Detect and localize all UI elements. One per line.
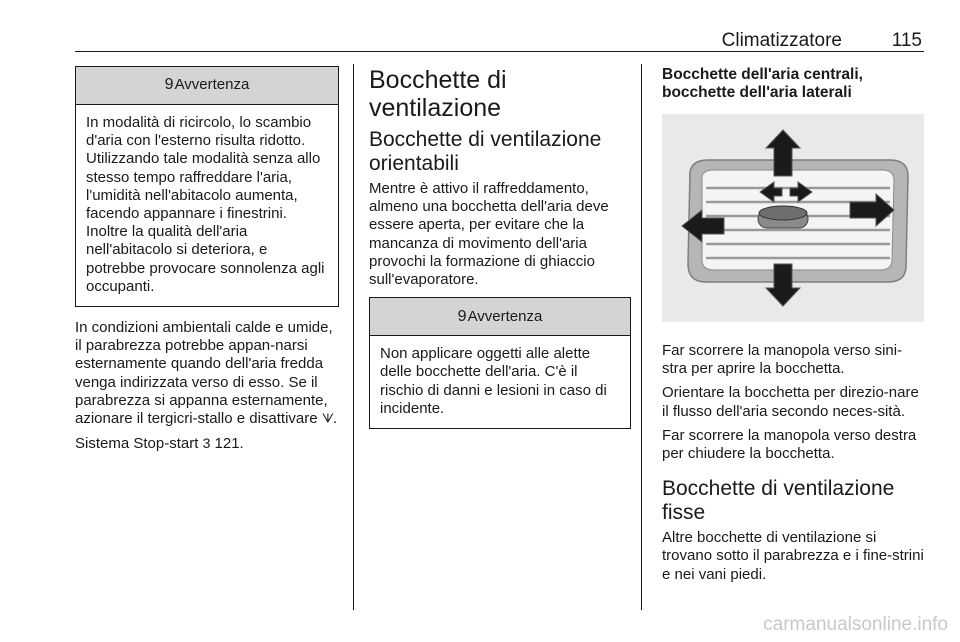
body-paragraph: Altre bocchette di ventilazione si trovano sotto il parabrezza e i fine-strini e nei vani piedi. <box>662 529 924 583</box>
header-rule <box>75 51 924 52</box>
warning-icon: 9 <box>164 76 174 94</box>
warning-title: Avvertenza <box>174 76 250 94</box>
body-paragraph: Mentre è attivo il raffreddamento, almeno una bocchetta dell'aria deve essere aperta, per evitare che la mancanza di movimento dell'aria provochi la formazione di ghiaccio sull'evaporatore. <box>369 180 609 289</box>
defrost-icon: ᗐ <box>321 411 334 427</box>
section-heading: Bocchette di ventilazione <box>369 66 507 122</box>
middle-column <box>369 66 631 429</box>
warning-box <box>369 297 631 429</box>
page-reference-link[interactable]: 121. <box>214 435 244 453</box>
page-header-title: Climatizzatore <box>721 30 842 51</box>
page-number: 115 <box>891 30 922 51</box>
warning-text: Non applicare oggetti alle alette delle bocchette dell'aria. C'è il rischio di danni e lesioni in caso di incidente. <box>380 345 607 417</box>
warning-header <box>76 67 338 105</box>
body-paragraph: Orientare la bocchetta per direzio-nare il flusso dell'aria secondo neces-sità. <box>662 384 919 420</box>
section-subheading: Bocchette di ventilazione fisse <box>662 477 895 525</box>
warning-box <box>75 66 339 307</box>
warning-title: Avvertenza <box>467 307 543 325</box>
warning-header <box>370 298 630 336</box>
page-reference-icon: 3 <box>202 435 211 452</box>
column-divider-1 <box>353 64 354 610</box>
air-vent-illustration <box>662 114 924 322</box>
watermark: carmanualsonline.info <box>763 614 948 635</box>
section-subheading: Bocchette di ventilazione orientabili <box>369 128 602 175</box>
column-divider-2 <box>641 64 642 610</box>
section-heading: Bocchette dell'aria centrali, bocchette dell'aria laterali <box>662 66 863 101</box>
warning-text: In modalità di ricircolo, lo scambio d'aria con l'esterno risulta ridotto. Utilizzando tale modalità senza allo stesso tempo raffreddare l'aria, l'umidità nell'abitacolo aumenta, facendo appannare i finestrini. Inoltre la qualità dell'aria nell'abitacolo si deteriora, e potrebbe provocare sonnolenza agli occupanti. <box>86 114 325 295</box>
cross-reference: Sistema Stop-start 3 121. <box>75 435 244 453</box>
left-column <box>75 66 339 459</box>
body-paragraph: In condizioni ambientali calde e umide, il parabrezza potrebbe appan-narsi esternamente quando dell'aria fredda venga indirizzata verso di esso. Se il parabrezza si appanna esternamente, azionare il tergicri-stallo e disattivare ᗐ. <box>75 319 338 428</box>
air-vent-diagram <box>662 114 924 322</box>
body-paragraph: Far scorrere la manopola verso sini-stra per aprire la bocchetta. <box>662 342 903 378</box>
right-column <box>662 66 926 590</box>
warning-icon: 9 <box>457 307 467 325</box>
body-paragraph: Far scorrere la manopola verso destra per chiudere la bocchetta. <box>662 426 917 463</box>
